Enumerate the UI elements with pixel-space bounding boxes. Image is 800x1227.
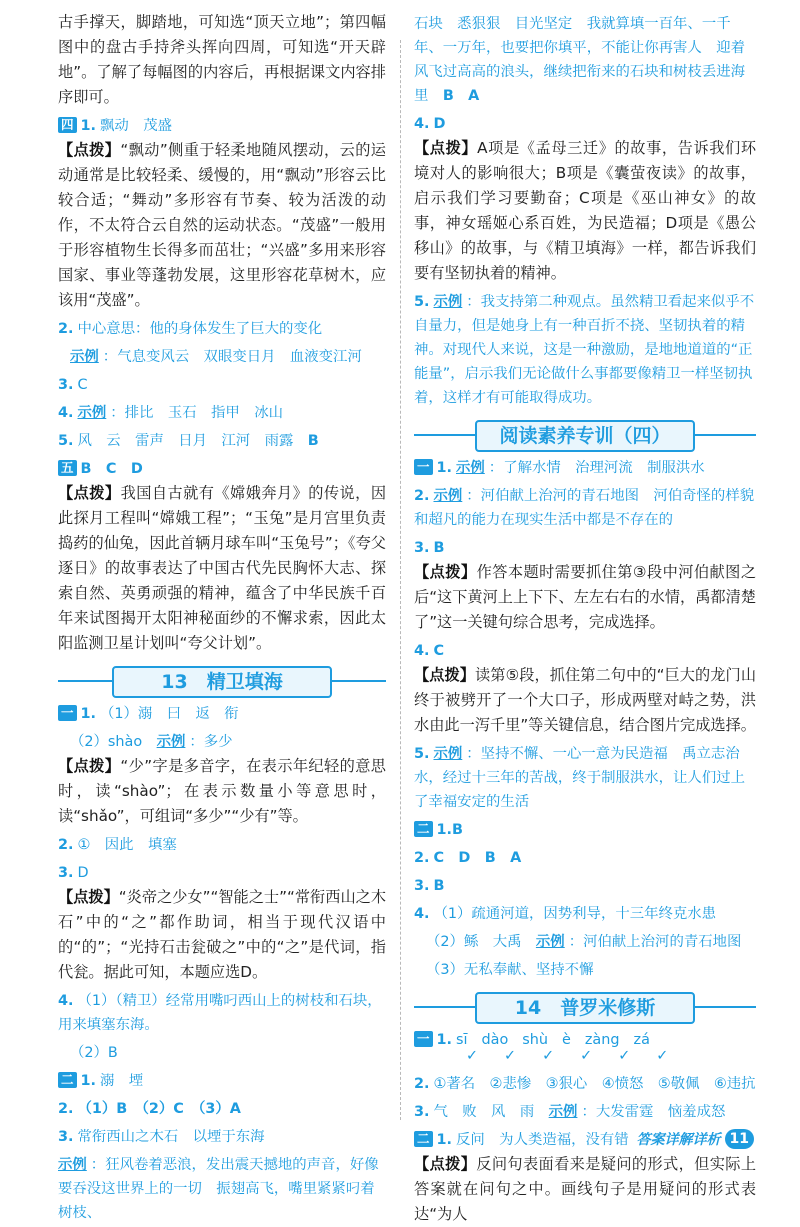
section-badge: 二 [414,1131,433,1147]
section-badge: 一 [414,459,433,475]
answer-text: ① 因此 填塞 [77,837,177,853]
tip-label: 【点拨】 [414,666,476,684]
section-title-13 [58,666,386,696]
answer-text: （1）疏通河道，因势利导，十三年终克水患 [433,906,717,922]
answer-e1 [414,818,756,842]
answer-13-4b [58,1041,386,1065]
answer-text: ：了解水情 治理河流 制服洪水 [488,460,705,476]
example-label: 示例 [433,746,463,762]
answer-number: 1. [436,1032,452,1048]
answer-number: 4. [414,643,430,659]
answer-text: （2）shào [70,734,143,750]
answer-14-3 [414,1100,756,1124]
answer-number: 5. [58,433,74,449]
tip-label: 【点拨】 [58,141,121,159]
answer-text: B [433,540,445,556]
answer-number: 2. [58,321,74,337]
answer-text: 风 云 雷声 日月 江河 雨露 [77,433,294,449]
pinyin: sī [456,1032,468,1048]
section-badge: 一 [414,1031,433,1047]
pinyin: zàng [584,1032,620,1048]
answer-choice: B [307,433,319,449]
answer-text: （2）B [70,1045,118,1061]
tip-text: 读第⑤段，抓住第二句中的“巨大的龙门山终于被劈开了一个大口子，形成两壁对峙之势，洪水由此一泻千里”等关键信息，结合图片完成选择。 [414,666,757,734]
example-label: 示例 [456,460,485,476]
left-column [58,10,386,1225]
answer-number: 1. [436,1132,452,1148]
answer-4-4 [58,401,386,425]
answer-number: 2. [58,1101,74,1117]
example-label: 示例 [70,349,99,365]
answer-number: 1. [80,706,96,722]
answer-13-2 [58,833,386,857]
answer-r4 [414,112,756,136]
answer-number: 2. [58,837,74,853]
intro-paragraph: 古手撑天，脚踏地，可知选“顶天立地”；第四幅图中的盘古手持斧头挥向四周，可知选“开天辟地”。了解了每幅图的内容后，再根据课文内容排序即可。 [58,13,386,106]
answer-text: 气 败 风 雨 [433,1104,535,1120]
answer-text: 1.B [436,822,463,838]
answer-number: 1. [80,118,96,134]
answer-p1 [414,456,756,480]
tip-text: A项是《孟母三迁》的故事，告诉我们环境对人的影响很大；B项是《囊萤夜读》的故事，启示我们学习要勤奋；C项是《巫山神女》的故事，神女瑶姬心系百姓，为民造福；D项是《愚公移山》的故事，与《精卫填海》一样，都告诉我们要有坚韧执着的精神。 [414,139,757,282]
example-label: 示例 [433,488,463,504]
pinyin: shù [522,1032,549,1048]
answer-number: 3. [414,540,430,556]
tip-label: 【点拨】 [58,757,121,775]
answer-text: ：坚持不懈、一心一意为民造福 禹立志治水，经过十三年的苦战，终于制服洪水，让人们过上了幸福安定的生活 [414,746,745,810]
tip-label: 【点拨】 [58,888,119,906]
column-divider [400,40,401,1120]
tip-label: 【点拨】 [414,1155,477,1173]
answer-4-2 [58,317,386,341]
answer-number: 5. [414,294,430,310]
section-badge: 四 [58,117,77,133]
answer-number: 1. [80,1073,96,1089]
answer-e4b [414,930,756,954]
pinyin: è [562,1032,571,1048]
answer-text: B C D [80,461,143,477]
answer-text: C D B A [433,850,522,866]
answer-text: ：排比 玉石 指甲 冰山 [110,405,283,421]
section-title-text: 14 普罗米修斯 [475,992,695,1024]
answer-e3 [414,874,756,898]
tip-paragraph [414,663,756,738]
answer-13-e1 [58,1069,386,1093]
answer-choice: B A [442,88,480,104]
answer-text: ：河伯献上治河的青石地图 [568,934,742,950]
answer-text: ：气息变风云 双眼变日月 血液变江河 [102,349,362,365]
answer-number: 3. [58,377,74,393]
answer-e4 [414,902,756,926]
section-badge: 五 [58,460,77,476]
answer-word: 茂盛 [143,118,172,134]
answer-p4 [414,639,756,663]
answer-e4c [414,958,756,982]
tip-text: “炎帝之少女”“智能之士”“常衔西山之木石”中的“之”都作助词，相当于现代汉语中的“的”；“光持石击瓮破之”中的“之”是代词，指代瓮。据此可知，本题应选D。 [58,888,387,981]
answer-text: （3）无私奉献、坚持不懈 [426,962,594,978]
answer-number: 4. [414,906,430,922]
tip-paragraph [58,138,386,313]
answer-number: 2. [414,1076,430,1092]
answer-number: 2. [414,850,430,866]
answer-text: 反问 为人类造福，没有错 [456,1132,629,1148]
answer-text: B [433,878,445,894]
section-title-text: 13 精卫填海 [112,666,332,698]
answer-text: ：河伯献上治河的青石地图 河伯奇怪的样貌和超凡的能力在现实生活中都是不存在的 [414,488,755,528]
answer-number: 4. [58,405,74,421]
answer-13-1 [58,702,386,726]
example-label: 示例 [58,1157,87,1173]
example-label: 示例 [77,405,107,421]
answer-text: ①著名 ②悲惨 ③狠心 ④愤怒 ⑤敬佩 ⑥违抗 [433,1076,756,1092]
answer-word: 飘动 [100,118,129,134]
answer-4-1 [58,114,386,138]
example-label: 示例 [433,294,463,310]
tip-paragraph [58,481,386,656]
answer-number: 3. [414,1104,430,1120]
section-badge: 二 [58,1072,77,1088]
answer-p5 [414,742,756,814]
answer-13-1b [58,730,386,754]
answer-e2 [414,846,756,870]
answer-number: 2. [414,488,430,504]
answer-number: 5. [414,746,430,762]
answer-text: （1）B （2）C （3）A [77,1101,241,1117]
section-title-reading-4 [414,420,756,450]
tip-paragraph [414,136,756,286]
answer-number: 4. [414,116,430,132]
example-label: 示例 [156,734,186,750]
answer-13-4 [58,989,386,1037]
section-badge: 一 [58,705,77,721]
answer-r5 [414,290,756,410]
answer-number: 1. [436,460,452,476]
answer-text: D [77,865,89,881]
answer-text: （1）溺 曰 返 衔 [100,706,239,722]
answer-5 [58,457,386,481]
answer-text: ：我支持第二种观点。虽然精卫看起来似乎不自量力，但是她身上有一种百折不挠、坚韧执着的精神。对现代人来说，这是一种激励，是地地道道的“正能量”，启示我们无论做什么事都要像精卫一样坚韧执着，这样才有可能取得成功。 [414,294,755,406]
example-label: 示例 [535,934,565,950]
tip-paragraph [58,885,386,985]
answer-14-2 [414,1072,756,1096]
answer-number: 4. [58,993,74,1009]
pinyin: zá [633,1032,650,1048]
checkmark-icon: ✓✓✓✓✓✓ [466,1048,695,1064]
footer-label: 答案详解详析 [636,1132,721,1148]
answer-text: C [77,377,88,393]
tip-text: 作答本题时需要抓住第③段中河伯献图之后“这下黄河上上下下、左左右右的水情，禹都清楚了”这一关键句综合思考，完成选择。 [414,563,757,631]
answer-13-e3 [58,1125,386,1149]
tip-label: 【点拨】 [414,563,477,581]
answer-text: ：狂风卷着恶浪，发出震天撼地的声音，好像要吞没这世界上的一切 振翅高飞，嘴里紧紧叼着树枝、 [58,1157,379,1221]
answer-text: D [433,116,446,132]
answer-number: 3. [58,865,74,881]
answer-4-2-example [58,345,386,369]
answer-text: ：大发雷霆 恼羞成怒 [581,1104,726,1120]
answer-text: （2）鲧 大禹 [426,934,522,950]
answer-text: （1）（精卫）经常用嘴叼西山上的树枝和石块，用来填塞东海。 [58,993,382,1033]
answer-text: 常衔西山之木石 以堙于东海 [77,1129,265,1145]
tip-paragraph [414,1152,756,1227]
answer-text: 中心意思：他的身体发生了巨大的变化 [77,321,323,337]
answer-number: 3. [414,878,430,894]
answer-13-e3-example [58,1153,386,1225]
answer-text: ：多少 [189,734,233,750]
answer-text: 石块 悉狠狠 目光坚定 我就算填一百年、一千年、一万年，也要把你填平，不能让你再害人 迎着风飞过高高的浪头，继续把衔来的石块和树枝丢进海里 [414,16,745,104]
pinyin: dào [481,1032,509,1048]
answer-4-5 [58,429,386,453]
right-column [414,10,756,1227]
example-label: 示例 [548,1104,578,1120]
answer-number: 3. [58,1129,74,1145]
tip-label: 【点拨】 [414,139,478,157]
tip-paragraph [58,754,386,829]
tip-text: 我国自古就有《嫦娥奔月》的传说，因此探月工程叫“嫦娥工程”；“玉兔”是月宫里负责捣药的仙兔，因此首辆月球车叫“玉兔号”；《夸父逐日》的故事表达了中国古代先民胸怀大志、探索自然、英勇顽强的精神，蕴含了中华民族千百年来试图揭开太阳神秘面纱的不懈求索，因此太阳监测卫星计划叫“夸父计划”。 [58,484,386,652]
page-number: 11 [725,1129,754,1149]
tip-text: “少”字是多音字，在表示年纪轻的意思时，读“shào”；在表示数量小等意思时，读“shǎo”，可组词“多少”“少有”等。 [58,757,386,825]
tip-text: “飘动”侧重于轻柔地随风摆动，云的运动通常是比较轻柔、缓慢的，用“飘动”形容云比较合适；“舞动”多形容有节奏、较为活泼的动作，不太符合云自然的运动状态。“茂盛”一般用于形容植物生长得多而茁壮；“兴盛”多用来形容国家、事业等蓬勃发展，这里形容花草树木，应该用“茂盛”。 [58,141,386,309]
answer-4-3 [58,373,386,397]
section-badge: 二 [414,821,433,837]
tip-text: 反问句表面看来是疑问的形式，但实际上答案就在问句之中。画线句子是用疑问的形式表达“为人 [414,1155,756,1223]
answer-p2 [414,484,756,532]
answer-text: C [433,643,445,659]
answer-continued [414,12,756,108]
section-title-text: 阅读素养专训（四） [475,420,695,452]
answer-p3 [414,536,756,560]
page-footer [637,1128,754,1150]
answer-text: 溺 堙 [100,1073,144,1089]
answer-13-e2 [58,1097,386,1121]
tip-paragraph [414,560,756,635]
tip-label: 【点拨】 [58,484,121,502]
answer-13-3 [58,861,386,885]
section-title-14 [414,992,756,1022]
